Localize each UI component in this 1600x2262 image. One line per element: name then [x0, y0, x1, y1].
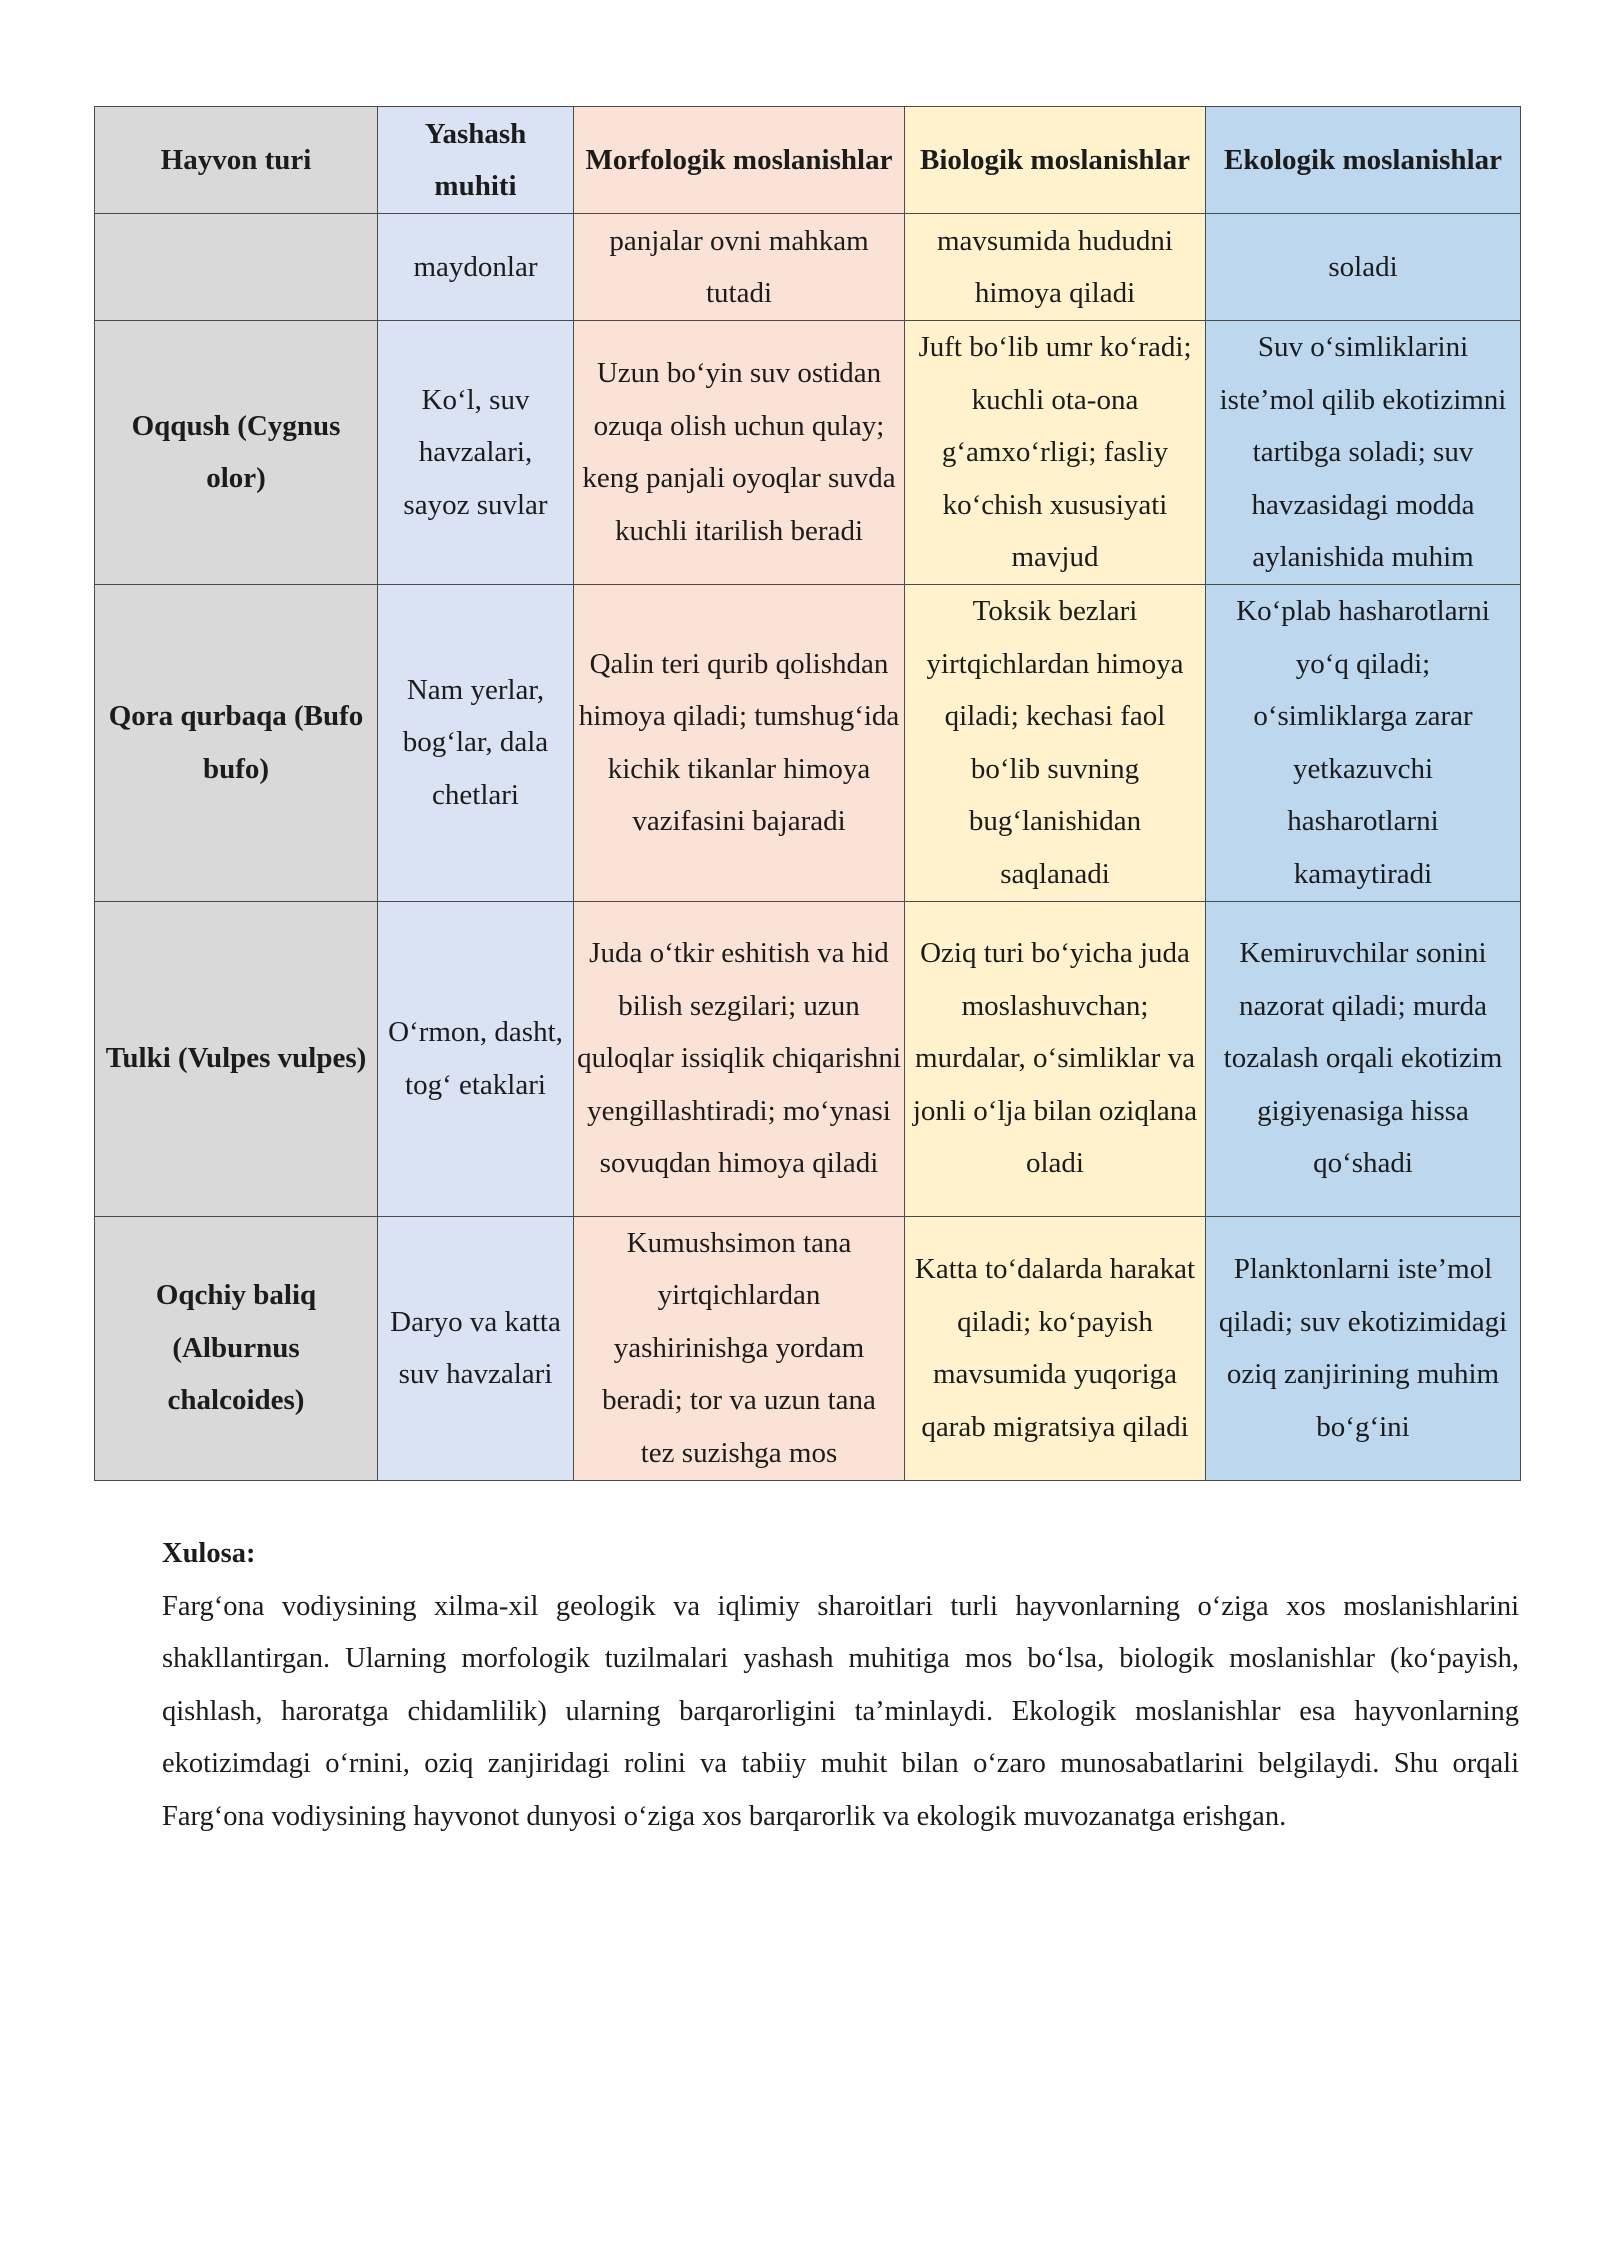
conclusion-section: [162, 1528, 1519, 1843]
cell-ecological: Suv o‘simliklarini iste’mol qilib ekotizimni tartibga soladi; suv havzasidagi modda aylanishida muhim: [1206, 321, 1521, 585]
cell-animal: Oqqush (Cygnus olor): [95, 321, 378, 585]
cell-morphological: Uzun bo‘yin suv ostidan ozuqa olish uchun qulay; keng panjali oyoqlar suvda kuchli itarilish beradi: [574, 321, 905, 585]
table-row: [95, 901, 1521, 1216]
cell-morphological: Kumushsimon tana yirtqichlardan yashirinishga yordam beradi; tor va uzun tana tez suzishga mos: [574, 1216, 905, 1480]
cell-morphological: panjalar ovni mahkam tutadi: [574, 214, 905, 321]
table-row: [95, 321, 1521, 585]
table-row: [95, 1216, 1521, 1480]
adaptations-table: [94, 106, 1521, 1481]
cell-ecological: Ko‘plab hasharotlarni yo‘q qiladi; o‘simliklarga zarar yetkazuvchi hasharotlarni kamaytiradi: [1206, 584, 1521, 901]
header-morphological: Morfologik moslanishlar: [574, 107, 905, 214]
cell-animal: Tulki (Vulpes vulpes): [95, 901, 378, 1216]
cell-animal: Oqchiy baliq (Alburnus chalcoides): [95, 1216, 378, 1480]
cell-biological: Toksik bezlari yirtqichlardan himoya qiladi; kechasi faol bo‘lib suvning bug‘lanishidan saqlanadi: [905, 584, 1206, 901]
cell-biological: Juft bo‘lib umr ko‘radi; kuchli ota-ona g‘amxo‘rligi; fasliy ko‘chish xususiyati mavjud: [905, 321, 1206, 585]
header-ecological: Ekologik moslanishlar: [1206, 107, 1521, 214]
table-header-row: [95, 107, 1521, 214]
cell-biological: Oziq turi bo‘yicha juda moslashuvchan; murdalar, o‘simliklar va jonli o‘lja bilan oziqlana oladi: [905, 901, 1206, 1216]
cell-biological: mavsumida hududni himoya qiladi: [905, 214, 1206, 321]
cell-animal: Qora qurbaqa (Bufo bufo): [95, 584, 378, 901]
cell-habitat: Ko‘l, suv havzalari, sayoz suvlar: [378, 321, 574, 585]
conclusion-title: Xulosa:: [162, 1538, 256, 1569]
header-habitat: Yashash muhiti: [378, 107, 574, 214]
cell-biological: Katta to‘dalarda harakat qiladi; ko‘payish mavsumida yuqoriga qarab migratsiya qiladi: [905, 1216, 1206, 1480]
cell-ecological: soladi: [1206, 214, 1521, 321]
cell-habitat: O‘rmon, dasht, tog‘ etaklari: [378, 901, 574, 1216]
cell-habitat: maydonlar: [378, 214, 574, 321]
cell-habitat: Daryo va katta suv havzalari: [378, 1216, 574, 1480]
cell-morphological: Juda o‘tkir eshitish va hid bilish sezgilari; uzun quloqlar issiqlik chiqarishni yengillashtiradi; mo‘ynasi sovuqdan himoya qiladi: [574, 901, 905, 1216]
table-row: [95, 584, 1521, 901]
conclusion-text: Farg‘ona vodiysining xilma-xil geologik va iqlimiy sharoitlari turli hayvonlarning o‘ziga xos moslanishlarini shakllantirgan. Ularning morfologik tuzilmalari yashash muhitiga mos bo‘lsa, biologik moslanishlar (ko‘payish, qishlash, haroratga chidamlilik) ularning barqarorligini ta’minlaydi. Ekologik moslanishlar esa hayvonlarning ekotizimdagi o‘rnini, oziq zanjiridagi rolini va tabiiy muhit bilan o‘zaro munosabatlarini belgilaydi. Shu orqali Farg‘ona vodiysining hayvonot dunyosi o‘ziga xos barqarorlik va ekologik muvozanatga erishgan.: [162, 1590, 1519, 1832]
table-row: [95, 214, 1521, 321]
cell-habitat: Nam yerlar, bog‘lar, dala chetlari: [378, 584, 574, 901]
cell-animal: [95, 214, 378, 321]
cell-morphological: Qalin teri qurib qolishdan himoya qiladi; tumshug‘ida kichik tikanlar himoya vazifasini bajaradi: [574, 584, 905, 901]
header-biological: Biologik moslanishlar: [905, 107, 1206, 214]
header-animal: Hayvon turi: [95, 107, 378, 214]
cell-ecological: Planktonlarni iste’mol qiladi; suv ekotizimidagi oziq zanjirining muhim bo‘g‘ini: [1206, 1216, 1521, 1480]
cell-ecological: Kemiruvchilar sonini nazorat qiladi; murda tozalash orqali ekotizim gigiyenasiga hissa qo‘shadi: [1206, 901, 1521, 1216]
